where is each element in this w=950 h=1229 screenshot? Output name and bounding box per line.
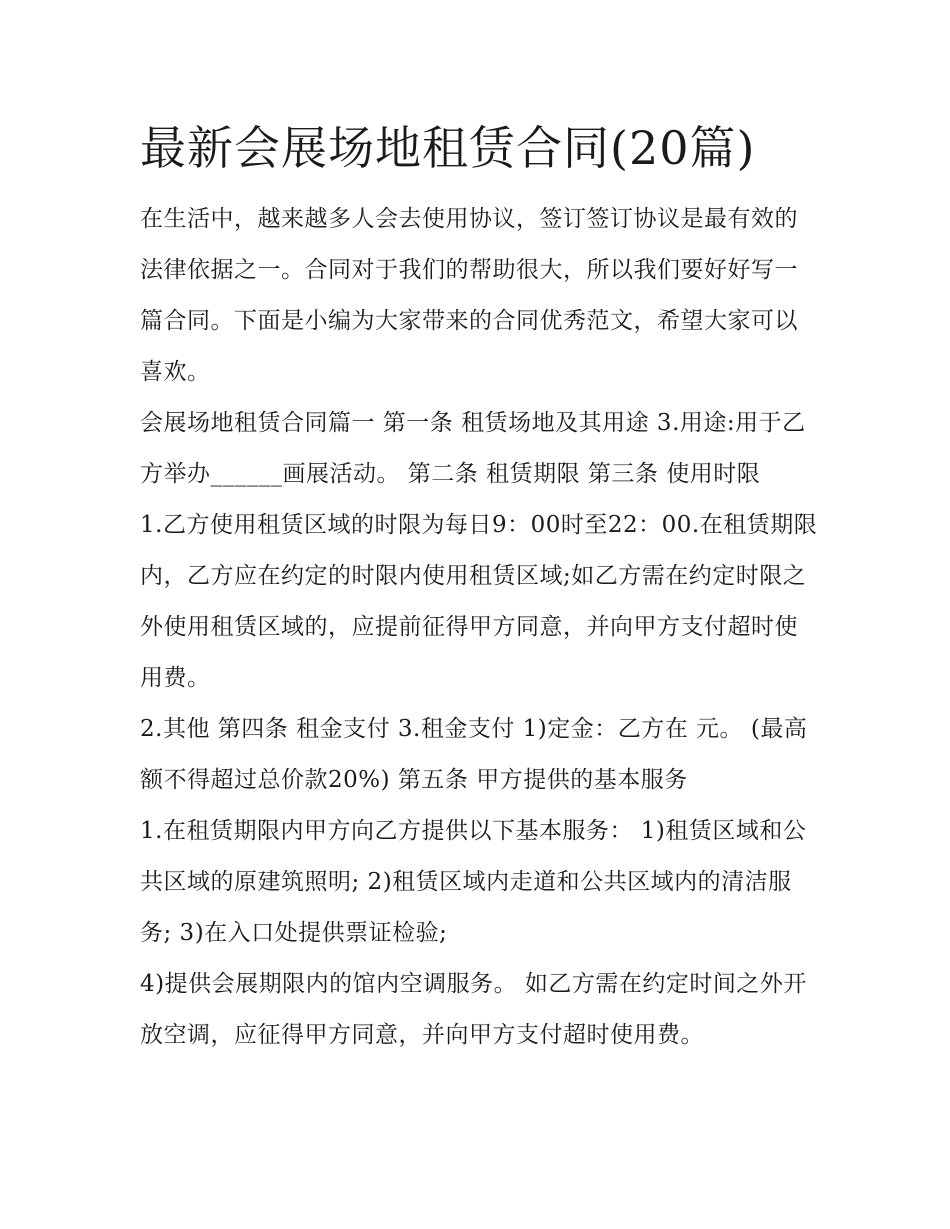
paragraph-rent-payment: 2.其他 第四条 租金支付 3.租金支付 1)定金：乙方在 元。 (最高额不得超过总价款20%) 第五条 甲方提供的基本服务 — [140, 716, 808, 793]
paragraph-article-1: 会展场地租赁合同篇一 第一条 租赁场地及其用途 3.用途:用于乙方举办______画展活动。 第二条 租赁期限 第三条 使用时限 — [140, 410, 806, 487]
document-page — [140, 112, 820, 1061]
paragraph-intro: 在生活中，越来越多人会去使用协议，签订签订协议是最有效的法律依据之一。合同对于我们的帮助很大，所以我们要好好写一篇合同。下面是小编为大家带来的合同优秀范文，希望大家可以喜欢。 — [140, 206, 798, 385]
paragraph-basic-services: 1.在租赁期限内甲方向乙方提供以下基本服务： 1)租赁区域和公共区域的原建筑照明; 2)租赁区域内走道和公共区域内的清洁服务; 3)在入口处提供票证检验; — [140, 818, 807, 946]
paragraph-usage-time: 1.乙方使用租赁区域的时限为每日9：00时至22：00.在租赁期限内，乙方应在约定的时限内使用租赁区域;如乙方需在约定时限之外使用租赁区域的，应提前征得甲方同意，并向甲方支付超时使用费。 — [140, 512, 818, 691]
document-title: 最新会展场地租赁合同(20篇) — [140, 121, 756, 175]
paragraph-air-conditioning: 4)提供会展期限内的馆内空调服务。 如乙方需在约定时间之外开放空调，应征得甲方同意，并向甲方支付超时使用费。 — [140, 971, 807, 1048]
